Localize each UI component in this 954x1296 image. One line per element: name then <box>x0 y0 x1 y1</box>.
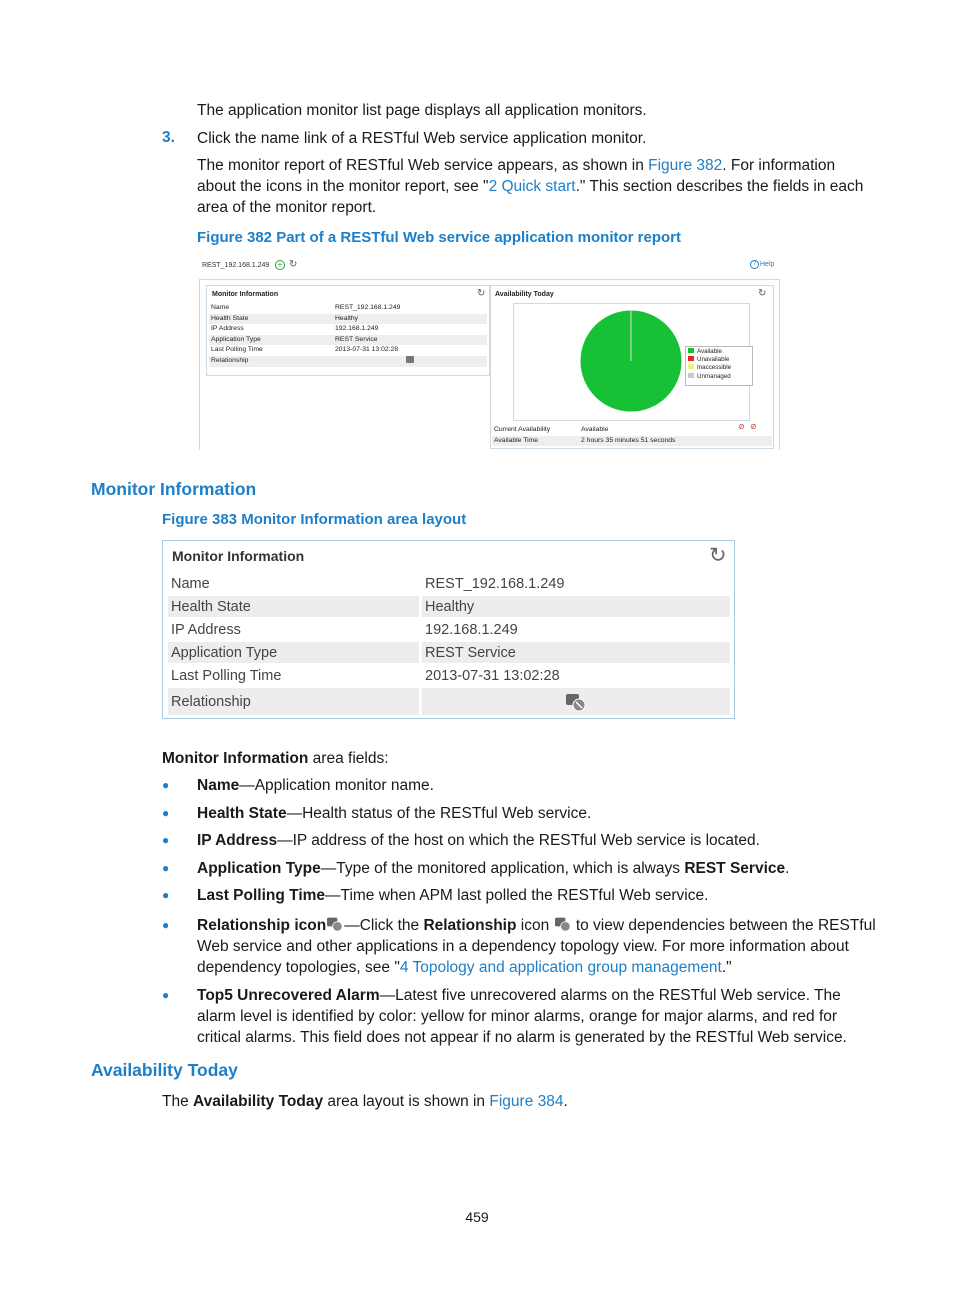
bullet-dot: ● <box>162 918 170 932</box>
alarm-icon[interactable]: ⊘ <box>750 422 757 431</box>
row-value: 192.168.1.249 <box>419 619 730 640</box>
text-run: —Click the <box>344 917 424 934</box>
row-label: Relationship <box>168 688 419 715</box>
text-run: area fields: <box>308 750 389 767</box>
refresh-icon[interactable]: ↻ <box>289 259 298 270</box>
relationship-cell <box>333 356 487 368</box>
mini-availability-title: Availability Today <box>495 291 554 298</box>
text-run: . <box>785 860 790 877</box>
figure-384-link[interactable]: Figure 384 <box>489 1093 564 1110</box>
row-value: 2 hours 35 minutes 51 seconds <box>579 436 772 447</box>
bold-run: Top5 Unrecovered Alarm <box>197 987 380 1004</box>
monitor-info-table <box>168 571 730 717</box>
legend-item <box>688 364 750 372</box>
text-run: —IP address of the host on which the RESTful Web service is located. <box>277 832 760 849</box>
row-label: Application Type <box>168 642 419 663</box>
legend-label: Unmanaged <box>697 372 731 380</box>
mini-monitor-title: Monitor Information <box>212 291 279 298</box>
table-row <box>168 665 730 686</box>
row-label: IP Address <box>211 325 244 332</box>
table-row <box>168 573 730 594</box>
legend-item <box>688 348 750 356</box>
section-heading-availability-today: Availability Today <box>91 1060 238 1080</box>
text-run: —Health status of the RESTful Web service. <box>286 805 592 822</box>
list-item <box>197 803 877 824</box>
row-label: Name <box>211 304 230 311</box>
step-number: 3. <box>162 129 175 146</box>
bold-run: Monitor Information <box>162 750 309 767</box>
bold-run: Name <box>197 777 240 794</box>
bold-run: IP Address <box>197 832 278 849</box>
topology-link[interactable]: 4 Topology and application group management <box>399 959 722 976</box>
text-run: icon <box>516 917 554 934</box>
legend-swatch <box>688 348 694 353</box>
mini-monitor-panel <box>206 285 490 376</box>
legend-swatch <box>688 356 694 361</box>
list-item <box>197 985 877 1048</box>
refresh-icon[interactable]: ↻ <box>709 544 727 567</box>
row-value: Available <box>581 426 609 433</box>
figure-383-monitor-panel <box>162 540 735 719</box>
text-run: The <box>162 1093 194 1110</box>
legend-label: Available <box>697 348 722 355</box>
refresh-icon[interactable]: ↻ <box>477 288 486 299</box>
bullet-dot: ● <box>162 988 170 1002</box>
row-label: Last Polling Time <box>211 346 263 353</box>
legend-label: Inaccessible <box>697 364 732 372</box>
bullet-dot: ● <box>162 806 170 820</box>
row-value: Healthy <box>333 314 487 325</box>
fields-intro <box>162 748 389 769</box>
bullet-dot: ● <box>162 833 170 847</box>
row-label: Relationship <box>209 356 333 368</box>
text-run: —Type of the monitored application, which is always <box>320 860 685 877</box>
row-label: IP Address <box>171 621 241 638</box>
list-item <box>197 885 877 906</box>
table-row <box>168 642 730 663</box>
bullet-dot: ● <box>162 778 170 792</box>
legend-item <box>688 356 750 364</box>
legend-label: Unavailable <box>697 356 730 364</box>
text-run: area layout is shown in <box>323 1093 490 1110</box>
alarm-icon[interactable]: ⊘ <box>738 422 745 431</box>
mini-availability-panel <box>490 285 774 449</box>
list-item <box>197 858 877 879</box>
row-label: Name <box>171 575 210 592</box>
row-value: 2013-07-31 13:02:28 <box>335 346 399 353</box>
figure-382-screenshot <box>199 256 780 450</box>
relationship-icon <box>554 916 572 931</box>
help-link[interactable]: Help <box>760 261 775 268</box>
quick-start-link[interactable]: 2 Quick start <box>488 178 576 195</box>
row-value: 192.168.1.249 <box>335 325 379 332</box>
intro-paragraph: The application monitor list page displays all application monitors. <box>197 102 647 119</box>
text-run: ." <box>721 959 732 976</box>
bold-run: REST Service <box>684 860 786 877</box>
text-run: —Time when APM last polled the RESTful Web service. <box>325 887 709 904</box>
figure-382-link[interactable]: Figure 382 <box>648 157 723 174</box>
availability-paragraph <box>162 1091 568 1112</box>
legend-item <box>688 373 750 381</box>
relationship-icon[interactable] <box>406 356 414 363</box>
bold-run: Relationship <box>423 917 517 934</box>
row-value: REST Service <box>333 335 487 346</box>
page-number: 459 <box>465 1209 489 1225</box>
table-row <box>168 619 730 640</box>
bullet-dot: ● <box>162 861 170 875</box>
mini-availability-table <box>492 425 772 446</box>
row-label: Current Availability <box>494 426 551 433</box>
text-run: The monitor report of RESTful Web service appears, as shown in <box>197 157 649 174</box>
text-run: ." This section describes the fields in each area of the monitor report. <box>197 178 864 216</box>
section-heading-monitor-information: Monitor Information <box>91 479 257 499</box>
list-item <box>197 830 877 851</box>
legend-swatch <box>688 364 694 369</box>
row-label: Health State <box>168 596 419 617</box>
relationship-cell <box>419 688 730 715</box>
table-row <box>168 596 730 617</box>
refresh-icon[interactable]: ↻ <box>758 288 767 299</box>
row-value: REST_192.168.1.249 <box>335 304 401 311</box>
bold-run: Relationship icon <box>197 917 327 934</box>
relationship-icon <box>326 916 344 931</box>
row-label: Health State <box>209 314 333 325</box>
bold-run: Health State <box>197 805 287 822</box>
figure-382-caption: Figure 382 Part of a RESTful Web service application monitor report <box>197 229 681 246</box>
mini-monitor-table <box>209 303 487 367</box>
relationship-icon[interactable] <box>565 692 587 712</box>
step-detail-paragraph <box>197 155 877 218</box>
row-label: Application Type <box>209 335 333 346</box>
pie-legend <box>685 346 753 386</box>
row-label: Last Polling Time <box>171 667 282 684</box>
pie-frame <box>513 303 750 421</box>
list-item <box>197 915 877 978</box>
bold-run: Application Type <box>197 860 321 877</box>
list-item <box>197 775 877 796</box>
panel-title: Monitor Information <box>172 548 305 564</box>
row-value: 2013-07-31 13:02:28 <box>419 665 730 686</box>
text-run: —Latest five unrecovered alarms on the RESTful Web service. The alarm level is identified by color: yellow for minor alarms, orange for major alarms, and red for critical alarms. This field does not appear if no alarm is generated by the RESTful Web service. <box>197 987 847 1046</box>
bold-run: Availability Today <box>193 1093 324 1110</box>
help-icon[interactable]: ? <box>750 260 759 269</box>
row-value: REST Service <box>419 642 730 663</box>
row-value: REST_192.168.1.249 <box>419 573 730 594</box>
text-run: . <box>563 1093 568 1110</box>
bold-run: Last Polling Time <box>197 887 326 904</box>
step-text: Click the name link of a RESTful Web service application monitor. <box>197 130 647 147</box>
legend-swatch <box>688 373 694 378</box>
figure-383-caption: Figure 383 Monitor Information area layout <box>162 511 467 528</box>
text-run: . For information about the icons in the monitor report, see " <box>197 157 836 195</box>
text-run: —Application monitor name. <box>239 777 434 794</box>
text-run: to view dependencies between the RESTful Web service and other applications in a dependency topology view. For more information about dependency topologies, see " <box>197 917 876 976</box>
bullet-dot: ● <box>162 888 170 902</box>
row-label: Available Time <box>492 436 579 447</box>
monitor-name-label: REST_192.168.1.249 <box>202 262 270 269</box>
add-icon[interactable]: + <box>275 260 285 270</box>
row-value: Healthy <box>419 596 730 617</box>
table-row <box>168 688 730 715</box>
